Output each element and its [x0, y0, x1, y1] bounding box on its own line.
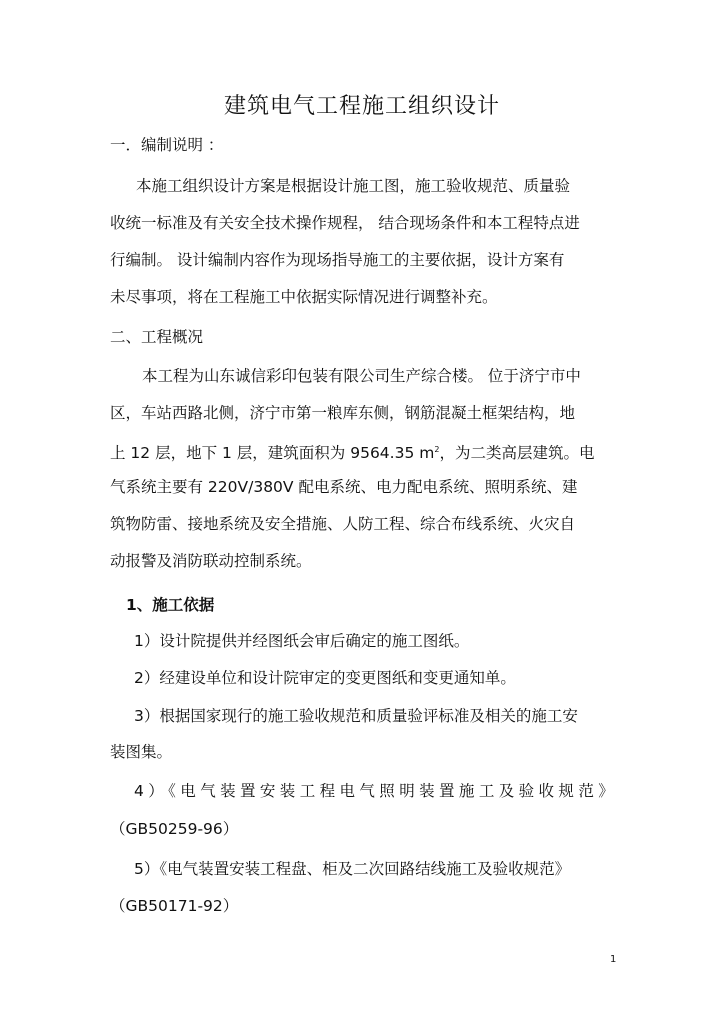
area-text-tail: ，为二类高层建筑。电 [439, 444, 595, 463]
page-number: 1 [610, 954, 617, 965]
paragraph-line: 行编制。 设计编制内容作为现场指导施工的主要依据，设计方案有 [110, 251, 565, 269]
area-superscript: 2 [434, 445, 440, 454]
section-heading-1: 一．编制说明 ： [110, 136, 224, 154]
paragraph-line: 收统一标准及有关安全技术操作规程， 结合现场条件和本工程特点进 [110, 214, 580, 232]
paragraph-line: 筑物防雷、接地系统及安全措施、人防工程、综合布线系统、火灾自 [110, 515, 576, 533]
list-item-continuation: 装图集。 [110, 743, 173, 761]
area-text: 上 12 层，地下 1 层，建筑面积为 9564.35 m [110, 444, 435, 463]
paragraph-line [110, 439, 594, 464]
list-item: 4）《电气装置安装工程电气照明装置施工及验收规范》 [134, 782, 619, 800]
list-item: 3）根据国家现行的施工验收规范和质量验评标准及相关的施工安 [134, 707, 578, 725]
paragraph-line: 本施工组织设计方案是根据设计施工图，施工验收规范、质量验 [136, 177, 571, 195]
list-item: 1）设计院提供并经图纸会审后确定的施工图纸。 [134, 632, 470, 650]
list-item-continuation: （GB50171-92） [110, 897, 239, 915]
paragraph-line: 未尽事项，将在工程施工中依据实际情况进行调整补充。 [110, 288, 498, 306]
paragraph-line: 区，车站西路北侧，济宁市第一粮库东侧，钢筋混凝土框架结构，地 [110, 404, 576, 422]
list-item: 2）经建设单位和设计院审定的变更图纸和变更通知单。 [134, 669, 516, 687]
document-title: 建筑电气工程施工组织设计 [223, 94, 500, 119]
paragraph-line: 动报警及消防联动控制系统。 [110, 552, 312, 570]
list-item-continuation: （GB50259-96） [110, 820, 239, 838]
subsection-heading: 1、施工依据 [126, 596, 215, 614]
list-item: 5）《电气装置安装工程盘、柜及二次回路结线施工及验收规范》 [134, 860, 571, 878]
section-heading-2: 二、工程概况 [110, 328, 204, 346]
paragraph-line: 气系统主要有 220V/380V 配电系统、电力配电系统、照明系统、建 [110, 478, 578, 496]
paragraph-line: 本工程为山东诚信彩印包装有限公司生产综合楼。 位于济宁市中 [142, 367, 581, 385]
